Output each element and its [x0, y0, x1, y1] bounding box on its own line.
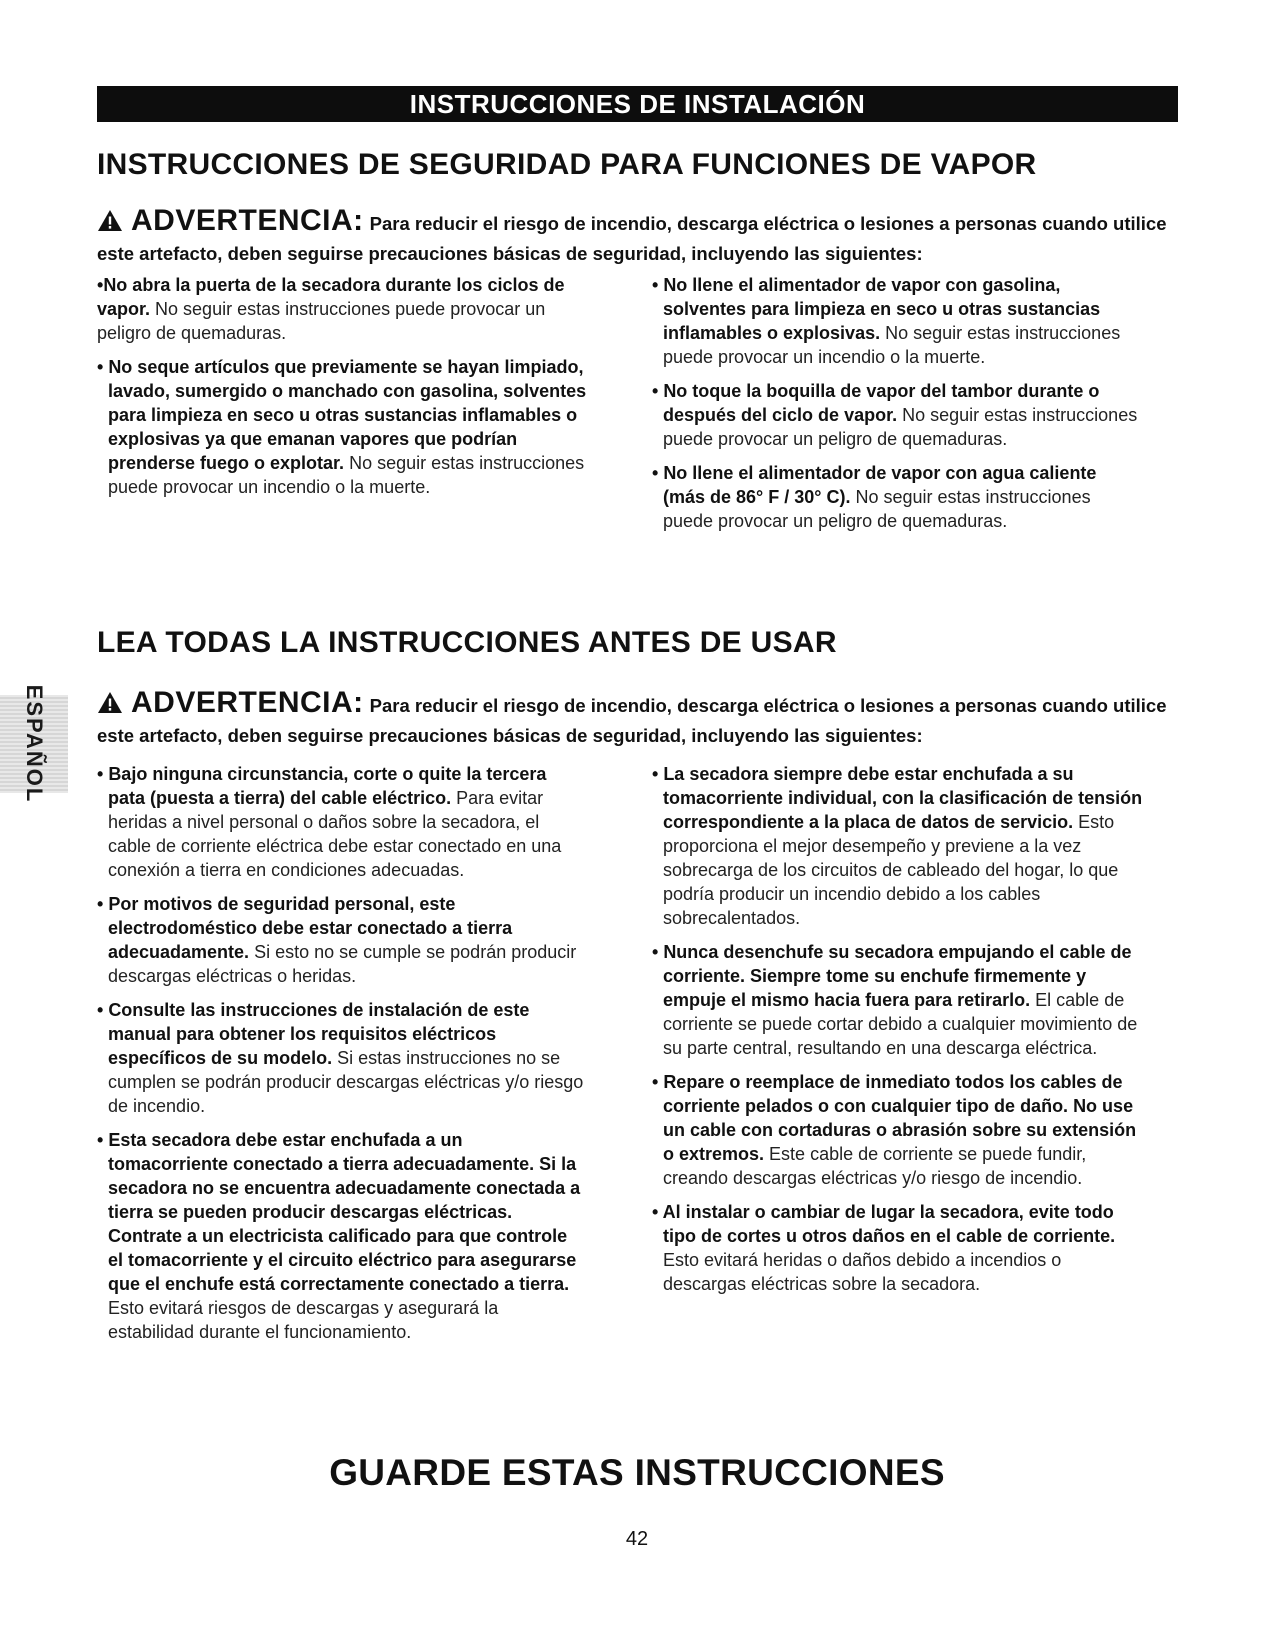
list-item: • Al instalar o cambiar de lugar la secadora, evite todo tipo de cortes u otros daños en el cable de corriente. Esto evitará heridas o daños debido a incendios o descargas eléctricas sobre la secadora. [652, 1202, 1116, 1294]
general-left-column [97, 762, 587, 1354]
list-item: • Por motivos de seguridad personal, este electrodoméstico debe estar conectado a tierra adecuadamente. Si esto no se cumple se podrán producir descargas eléctricas o heridas. [97, 894, 577, 986]
list-item: • No llene el alimentador de vapor con gasolina, solventes para limpieza en seco u otras sustancias inflamables o explosivas. No seguir estas instrucciones puede provocar un incendio o la muerte. [652, 275, 1121, 367]
warning-word: ADVERTENCIA: [131, 686, 364, 719]
steam-left-column [97, 273, 597, 509]
list-item: • Consulte las instrucciones de instalación de este manual para obtener los requisitos eléctricos específicos de su modelo. Si estas instrucciones no se cumplen se podrán producir descargas eléctricas y/o riesgo de incendio. [97, 1000, 584, 1116]
list-item: • No seque artículos que previamente se hayan limpiado, lavado, sumergido o manchado con gasolina, solventes para limpieza en seco u otras sustancias inflamables o explosivas ya que emanan vapores que podrían prenderse fuego o explotar. No seguir estas instrucciones puede provocar un incendio o la muerte. [97, 357, 587, 497]
page-number: 42 [625, 1528, 649, 1550]
steam-warning [97, 206, 1197, 269]
save-instructions-title: GUARDE ESTAS INSTRUCCIONES [329, 1452, 945, 1493]
warning-text: Para reducir el riesgo de incendio, descarga eléctrica o lesiones a personas cuando utilice este artefacto, deben seguirse precauciones básicas de seguridad, incluyendo las siguientes: [97, 695, 1167, 746]
steam-right-column [652, 273, 1142, 543]
list-item: • La secadora siempre debe estar enchufada a su tomacorriente individual, con la clasificación de tensión correspondiente a la placa de datos de servicio. Esto proporciona el mejor desempeño y previene a la vez sobrecarga de los circuitos de cableado del hogar, lo que podría producir un incendio debido a los cables sobrecalentados. [652, 764, 1143, 928]
list-item: • No llene el alimentador de vapor con agua caliente (más de 86° F / 30° C). No seguir estas instrucciones puede provocar un peligro de quemaduras. [652, 463, 1097, 531]
warning-triangle-icon [97, 209, 131, 232]
warning-triangle-icon [97, 691, 131, 714]
language-tab-label: ESPAÑOL [22, 684, 47, 804]
general-right-column [652, 762, 1147, 1306]
warning-word: ADVERTENCIA: [131, 204, 364, 237]
warning-text: Para reducir el riesgo de incendio, descarga eléctrica o lesiones a personas cuando utilice este artefacto, deben seguirse precauciones básicas de seguridad, incluyendo las siguientes: [97, 213, 1167, 264]
list-item: • No toque la boquilla de vapor del tambor durante o después del ciclo de vapor. No seguir estas instrucciones puede provocar un peligro de quemaduras. [652, 381, 1138, 449]
list-item: • Bajo ninguna circunstancia, corte o quite la tercera pata (puesta a tierra) del cable eléctrico. Para evitar heridas a nivel personal o daños sobre la secadora, el cable de corriente eléctrica debe estar conectado en una conexión a tierra en condiciones adecuadas. [97, 764, 562, 880]
language-tab [0, 684, 68, 804]
steam-safety-title: INSTRUCCIONES DE SEGURIDAD PARA FUNCIONES DE VAPOR [97, 148, 1037, 181]
list-item: • Nunca desenchufe su secadora empujando el cable de corriente. Siempre tome su enchufe firmemente y empuje el mismo hacia fuera para retirarlo. El cable de corriente se puede cortar debido a cualquier movimiento de su parte central, resultando en una descarga eléctrica. [652, 942, 1138, 1058]
list-item: • Repare o reemplace de inmediato todos los cables de corriente pelados o con cualquier tipo de daño. No use un cable con cortaduras o abrasión sobre su extensión o extremos. Este cable de corriente se puede fundir, creando descargas eléctricas y/o riesgo de incendio. [652, 1072, 1137, 1188]
list-item: • Esta secadora debe estar enchufada a un tomacorriente conectado a tierra adecuadamente. Si la secadora no se encuentra adecuadamente conectada a tierra se pueden producir descargas eléctricas. Contrate a un electricista calificado para que controle el tomacorriente y el circuito eléctrico para asegurarse que el enchufe está correctamente conectado a tierra. Esto evitará riesgos de descargas y asegurará la estabilidad durante el funcionamiento. [97, 1130, 581, 1342]
general-warning [97, 688, 1197, 751]
list-item: •No abra la puerta de la secadora durante los ciclos de vapor. No seguir estas instrucciones puede provocar un peligro de quemaduras. [97, 275, 565, 343]
section-banner: INSTRUCCIONES DE INSTALACIÓN [97, 86, 1178, 122]
read-all-title: LEA TODAS LA INSTRUCCIONES ANTES DE USAR [97, 626, 837, 659]
